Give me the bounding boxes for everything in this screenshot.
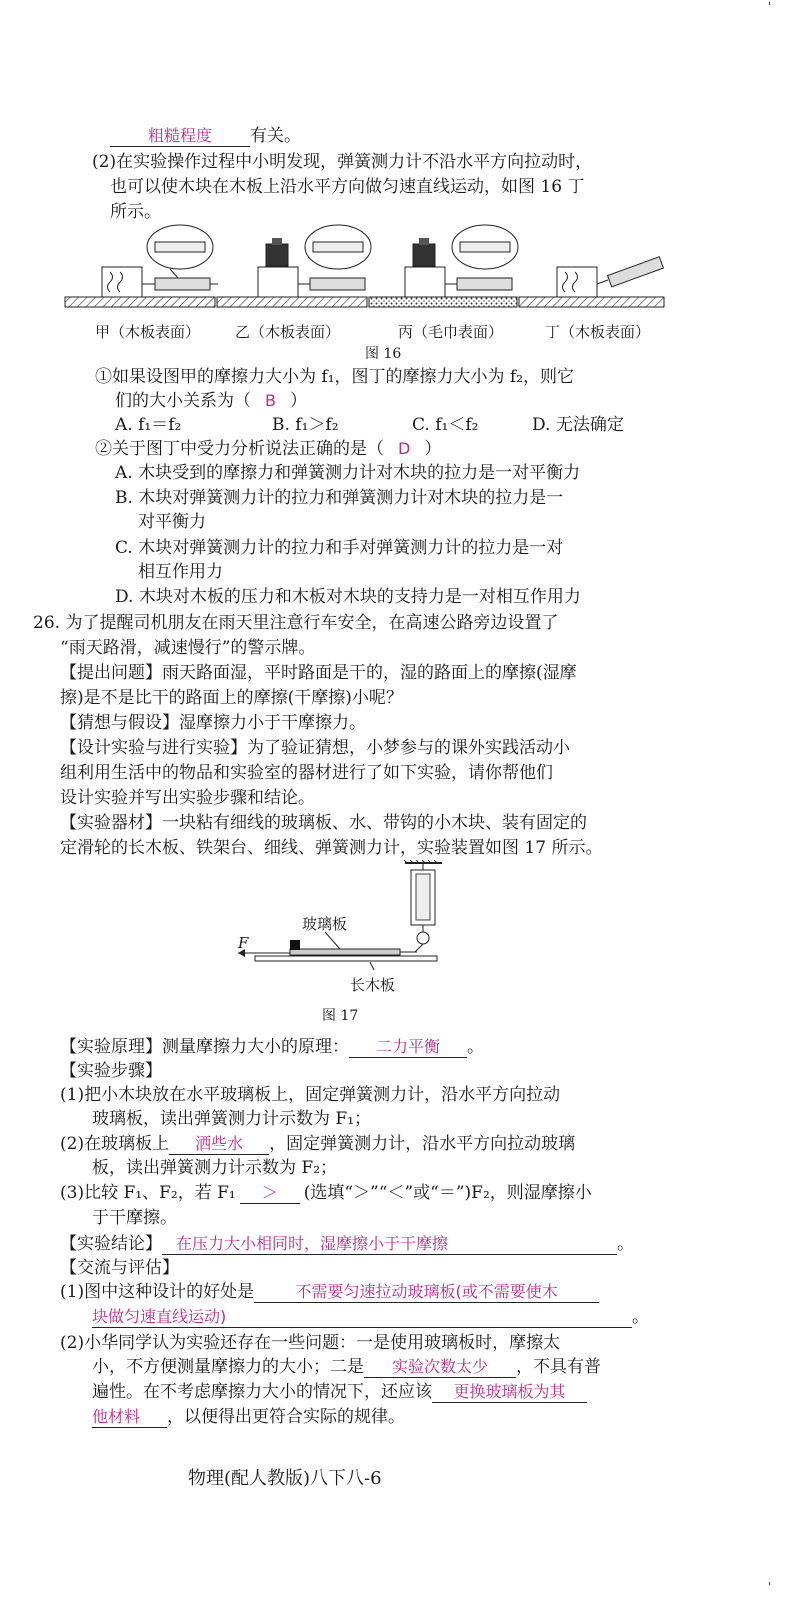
- conclusion-line: [60, 1232, 634, 1256]
- wood-surface: [65, 297, 215, 307]
- answer-blank: 粗糙程度: [110, 126, 250, 147]
- step-line: [60, 1132, 575, 1156]
- fig16-label: 甲（木板表面）: [95, 323, 201, 341]
- figure-16: [60, 222, 670, 317]
- text: ，不具有普: [516, 1357, 601, 1377]
- step-line: (1)把小木块放在水平玻璃板上，固定弹簧测力计，沿水平方向拉动: [60, 1085, 561, 1105]
- answer-blank: 洒些水: [169, 1134, 269, 1155]
- answer-blank: 不需要匀速拉动玻璃板(或不需要使木: [254, 1282, 599, 1303]
- answer-blank: 二力平衡: [349, 1037, 467, 1058]
- fig16-label: 丁（木板表面）: [545, 323, 651, 341]
- text: ）: [424, 439, 442, 459]
- eval-line: [92, 1380, 587, 1404]
- option-c: C. f₁＜f₂: [412, 415, 479, 435]
- label-glass: 玻璃板: [302, 915, 348, 933]
- text: 。: [617, 1234, 634, 1254]
- fig16-label: 丙（毛巾表面）: [398, 323, 504, 341]
- option-b: B. f₁＞f₂: [272, 415, 339, 435]
- principle-line: [60, 1035, 484, 1059]
- setup-bing: [405, 225, 518, 297]
- eval-line: [92, 1405, 405, 1429]
- q2-line: 也可以使木块在木板上沿水平方向做匀速直线运动，如图 16 丁: [110, 177, 585, 197]
- answer-blank: ＞: [240, 1183, 300, 1204]
- option-c: C. 木块对弹簧测力计的拉力和手对弹簧测力计的拉力是一对: [115, 538, 564, 558]
- label-board: 长木板: [350, 976, 396, 994]
- answer-blank: 更换玻璃板为其: [432, 1382, 587, 1403]
- eval-line: (2)小华同学认为实验还存在一些问题：一是使用玻璃板时，摩擦太: [60, 1333, 561, 1353]
- text: ②关于图丁中受力分析说法正确的是（: [95, 439, 384, 459]
- step-line: 于干摩擦。: [92, 1208, 177, 1228]
- answer-choice: D: [398, 439, 411, 458]
- option-c-cont: 相互作用力: [138, 562, 223, 582]
- text: ，固定弹簧测力计，沿水平方向拉动玻璃: [269, 1134, 576, 1154]
- text: 小，不方便测量摩擦力的大小；二是: [92, 1357, 364, 1377]
- text: 【实验结论】: [60, 1234, 162, 1254]
- setup-ding: [557, 257, 663, 297]
- text: 。: [467, 1037, 484, 1057]
- sub1-line: [115, 389, 307, 413]
- q26-line: 定滑轮的长木板、铁架台、细线、弹簧测力计，实验装置如图 17 所示。: [60, 838, 603, 858]
- text: (2)在玻璃板上: [60, 1134, 170, 1154]
- q26-line: 【提出问题】雨天路面湿，平时路面是干的，湿的路面上的摩擦(湿摩: [60, 663, 577, 683]
- long-board: [255, 956, 437, 961]
- option-b-cont: 对平衡力: [138, 512, 206, 532]
- q2-line: 所示。: [110, 202, 161, 222]
- q26-line: 【设计实验与进行实验】为了验证猜想，小梦参与的课外实践活动小: [60, 738, 570, 758]
- sub1-line: ①如果设图甲的摩擦力大小为 f₁，图丁的摩擦力大小为 f₂，则它: [95, 367, 575, 387]
- text: 们的大小关系为（: [115, 391, 251, 411]
- answer-blank: 在压力大小相同时，湿摩擦小于干摩擦: [162, 1234, 617, 1255]
- fig16-caption: 图 16: [365, 346, 402, 362]
- steps-title: 【实验步骤】: [60, 1061, 162, 1081]
- answer-blank: 他材料: [92, 1407, 167, 1428]
- eval-line: [60, 1280, 599, 1304]
- top-line: [110, 124, 301, 148]
- q26-line: 组利用生活中的物品和实验室的器材进行了如下实验，请你帮他们: [60, 763, 553, 783]
- option-a: A. 木块受到的摩擦力和弹簧测力计对木块的拉力是一对平衡力: [115, 463, 581, 483]
- text: ，以便得出更符合实际的规律。: [167, 1407, 405, 1427]
- option-d: D. 无法确定: [532, 415, 624, 435]
- crop-mark: ': [768, 0, 772, 14]
- eval-title: 【交流与评估】: [60, 1258, 179, 1278]
- pulley: [417, 932, 429, 944]
- text: 遍性。在不考虑摩擦力大小的情况下，还应该: [92, 1382, 432, 1402]
- text: ）: [289, 391, 307, 411]
- setup-yi: [258, 225, 371, 297]
- text: 有关。: [250, 126, 301, 146]
- text: (3)比较 F₁、F₂，若 F₁: [60, 1183, 236, 1203]
- option-a: A. f₁＝f₂: [115, 415, 182, 435]
- step-line: [60, 1181, 592, 1205]
- glass-plate: [290, 949, 400, 955]
- towel-surface: [369, 297, 517, 307]
- option-b: B. 木块对弹簧测力计的拉力和弹簧测力计对木块的拉力是一: [115, 488, 564, 508]
- page-footer: 物理(配人教版)八下八-6: [188, 1468, 382, 1489]
- wood-surface: [217, 297, 367, 307]
- setup-jia: [102, 225, 218, 297]
- crop-mark: ': [768, 1580, 772, 1594]
- sub2-stem: [95, 437, 441, 461]
- fig17-caption: 图 17: [322, 1008, 359, 1024]
- q26-line: 擦)是不是比干的路面上的摩擦(干摩擦)小呢？: [60, 688, 403, 708]
- option-d: D. 木块对木板的压力和木板对木块的支持力是一对相互作用力: [115, 587, 581, 607]
- text: 【实验原理】测量摩擦力大小的原理：: [60, 1037, 349, 1057]
- answer-blank: 实验次数太少: [364, 1357, 516, 1378]
- step-line: 玻璃板，读出弹簧测力计示数为 F₁；: [92, 1109, 372, 1129]
- q26-line: 【实验器材】一块粘有细线的玻璃板、水、带钩的小木块、装有固定的: [60, 813, 587, 833]
- text: (1)图中这种设计的好处是: [60, 1282, 255, 1302]
- eval-line: [92, 1355, 601, 1379]
- eval-line: [92, 1305, 649, 1329]
- wood-block: [290, 940, 300, 950]
- text: (选填“＞”“＜”或“＝”)F₂，则湿摩擦小: [303, 1183, 592, 1203]
- answer-choice: B: [265, 391, 276, 410]
- q26-line: “雨天路滑，减速慢行”的警示牌。: [60, 638, 316, 658]
- q26-line: 【猜想与假设】湿摩擦力小于干摩擦力。: [60, 713, 366, 733]
- fig16-label: 乙（木板表面）: [235, 323, 341, 341]
- answer-blank: 块做匀速直线运动): [92, 1307, 632, 1328]
- q2-line: (2)在实验操作过程中小明发现，弹簧测力计不沿水平方向拉动时，: [92, 152, 593, 172]
- label-force: F: [238, 934, 249, 952]
- wood-surface: [519, 297, 664, 307]
- q26-line: 26. 为了提醒司机朋友在雨天里注意行车安全，在高速公路旁边设置了: [33, 613, 559, 633]
- text: 。: [632, 1307, 649, 1327]
- q26-line: 设计实验并写出实验步骤和结论。: [60, 788, 315, 808]
- step-line: 板，读出弹簧测力计示数为 F₂；: [92, 1158, 338, 1178]
